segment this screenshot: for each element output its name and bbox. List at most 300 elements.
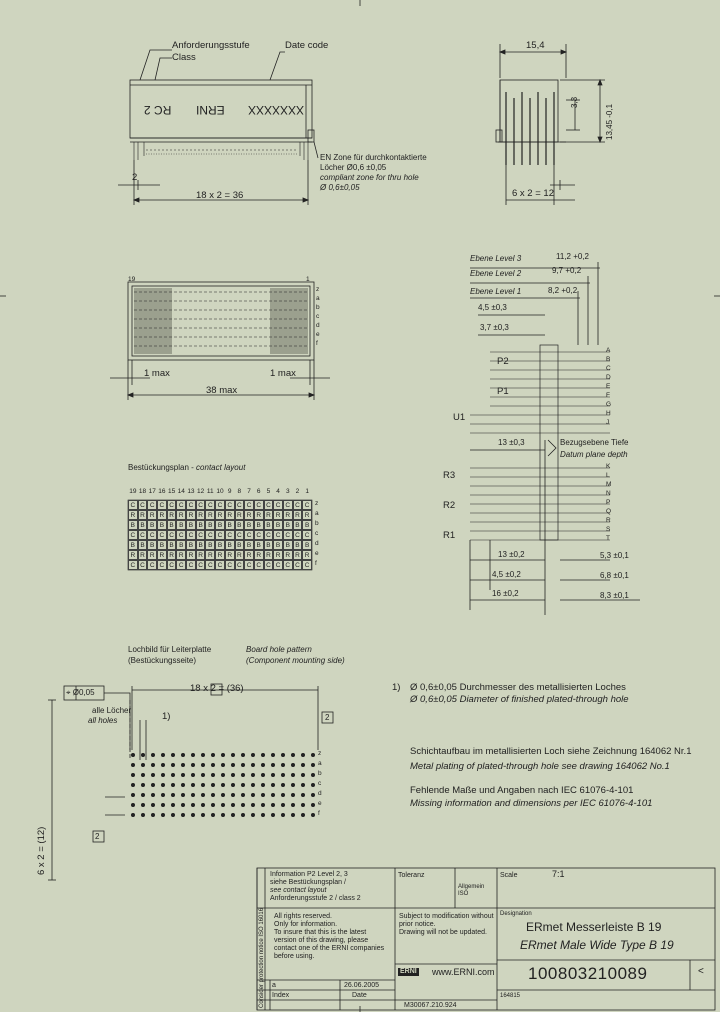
en-zone-2: Löcher Ø0,6 ±0,05 — [320, 163, 387, 172]
hole-dot — [261, 813, 265, 817]
plan-row-z: z — [316, 286, 320, 293]
layout-cell: R — [273, 510, 283, 520]
tb-part-number: 100803210089 — [528, 964, 648, 983]
hole-dot — [261, 753, 265, 757]
callout-class-de: Anforderungsstufe — [172, 40, 250, 51]
hole-dot — [191, 753, 195, 757]
hole-dot — [151, 813, 155, 817]
hole-dot — [231, 783, 235, 787]
level-r3: R3 — [443, 470, 456, 481]
note-1-en: Ø 0,6±0,05 Diameter of finished plated-through hole — [410, 694, 629, 705]
hole-dot — [161, 813, 165, 817]
hole-dot — [171, 783, 175, 787]
hole-dot — [301, 783, 305, 787]
layout-col-15: 15 — [167, 488, 176, 495]
layout-cell: B — [147, 520, 157, 530]
layout-cell: B — [215, 540, 225, 550]
layout-cell: B — [205, 520, 215, 530]
body-text-rc: RC 2 — [144, 103, 172, 117]
plan-row-f: f — [316, 340, 318, 347]
hole-dot — [211, 813, 215, 817]
layout-cell: R — [215, 550, 225, 560]
layout-cell: R — [244, 550, 254, 560]
level-dim-16: 16 ±0,2 — [492, 589, 519, 598]
level-dim-68: 6,8 ±0,1 — [600, 571, 629, 580]
layout-cell: C — [196, 500, 206, 510]
tb-info-2: siehe Bestückungsplan / — [270, 879, 346, 886]
plan-dim-right: 1 max — [270, 368, 296, 379]
hole-dot — [181, 803, 185, 807]
tb-rev-index: Index — [272, 992, 290, 999]
level-letter-t: T — [606, 535, 610, 542]
all-holes-en: all holes — [88, 716, 118, 725]
layout-cell: B — [138, 520, 148, 530]
tb-info-4: Anforderungsstufe 2 / class 2 — [270, 895, 361, 902]
hole-dot — [281, 773, 285, 777]
hole-ref-2: 2 — [325, 713, 330, 722]
note-3-en: Missing information and dimensions per IEC 61076-4-101 — [410, 798, 653, 809]
layout-cell: R — [196, 510, 206, 520]
tb-tolerance-label: Toleranz — [398, 872, 425, 879]
layout-cell: B — [138, 540, 148, 550]
tb-designation-label: Designation — [500, 911, 532, 917]
hole-dot — [211, 803, 215, 807]
layout-cell: C — [138, 560, 148, 570]
hole-dot — [221, 813, 225, 817]
layout-cell: C — [283, 560, 293, 570]
layout-cell: R — [128, 510, 138, 520]
hole-dot — [161, 773, 165, 777]
hole-dot — [151, 793, 155, 797]
hole-dot — [161, 753, 165, 757]
tb-title-en: ERmet Male Wide Type B 19 — [520, 938, 674, 952]
hole-dot — [291, 753, 295, 757]
hole-dot — [181, 793, 185, 797]
top-dim-length: 18 x 2 = 36 — [196, 190, 244, 201]
level-dim-13b: 13 ±0,2 — [498, 550, 525, 559]
hole-dot — [251, 793, 255, 797]
layout-cell: R — [264, 550, 274, 560]
erni-logo: ERNI — [400, 968, 417, 975]
layout-cell: B — [273, 520, 283, 530]
layout-col-3: 3 — [285, 488, 290, 495]
hole-dot — [281, 763, 285, 767]
layout-cell: B — [244, 540, 254, 550]
layout-title-de: Bestückungsplan — [128, 463, 189, 472]
ref-plane-en: Datum plane depth — [560, 450, 628, 459]
layout-cell: C — [157, 500, 167, 510]
layout-cell: R — [244, 510, 254, 520]
layout-cell: R — [273, 550, 283, 560]
hole-dot — [151, 763, 155, 767]
hole-dot — [131, 793, 135, 797]
plan-label-19: 19 — [128, 276, 136, 283]
hole-dot — [181, 813, 185, 817]
tb-info-3: see contact layout — [270, 887, 327, 894]
en-zone-1: EN Zone für durchkontaktierte — [320, 153, 427, 162]
layout-cell: C — [293, 560, 303, 570]
hole-dot — [181, 773, 185, 777]
level-dim-13: 13 ±0,3 — [498, 438, 525, 447]
layout-cell: B — [176, 520, 186, 530]
layout-cell: R — [176, 510, 186, 520]
layout-col-7: 7 — [247, 488, 251, 495]
layout-cell: R — [147, 510, 157, 520]
layout-cell: R — [235, 510, 245, 520]
layout-cell: C — [244, 530, 254, 540]
layout-cell: B — [128, 520, 138, 530]
layout-cell: C — [167, 500, 177, 510]
layout-cell: B — [128, 540, 138, 550]
tb-sheet-hint: < — [698, 966, 704, 977]
hole-dot — [151, 803, 155, 807]
hole-dot — [201, 813, 205, 817]
hole-dot — [141, 783, 145, 787]
hole-dot — [251, 803, 255, 807]
hole-dot — [201, 763, 205, 767]
hole-dot — [241, 773, 245, 777]
level-2-label: Ebene Level 2 — [470, 269, 522, 278]
hole-dot — [241, 763, 245, 767]
layout-cell: B — [264, 520, 274, 530]
layout-cell: C — [273, 500, 283, 510]
layout-cell: C — [205, 560, 215, 570]
layout-cell: R — [196, 550, 206, 560]
plan-row-c: c — [316, 313, 320, 320]
level-letters-bottom — [606, 463, 611, 544]
level-r2: R2 — [443, 500, 456, 511]
level-letter-h: H — [606, 410, 611, 417]
layout-cell: B — [254, 520, 264, 530]
layout-row-labels — [315, 500, 319, 570]
hole-dot — [221, 763, 225, 767]
layout-cell: R — [167, 550, 177, 560]
side-dim-h2: 13,45 -0,1 — [605, 103, 614, 140]
hole-dot — [261, 763, 265, 767]
layout-cell: C — [128, 560, 138, 570]
hole-dot — [271, 803, 275, 807]
layout-cell: C — [128, 530, 138, 540]
hole-dot — [311, 783, 315, 787]
layout-cell: B — [264, 540, 274, 550]
layout-cell: C — [176, 530, 186, 540]
level-dim-45b: 4,5 ±0,2 — [492, 570, 521, 579]
hole-dot — [141, 803, 145, 807]
hole-dot — [151, 753, 155, 757]
layout-title: Bestückungsplan - contact layout — [128, 463, 246, 472]
layout-cell: C — [186, 500, 196, 510]
layout-cell: R — [205, 550, 215, 560]
layout-cell: B — [157, 540, 167, 550]
layout-cell: C — [273, 530, 283, 540]
top-dim-pitch: 2 — [132, 172, 138, 183]
layout-cell: R — [225, 510, 235, 520]
layout-cell: B — [167, 540, 177, 550]
hole-dot — [291, 793, 295, 797]
layout-cell: C — [264, 500, 274, 510]
layout-cell: R — [235, 550, 245, 560]
hole-dot — [171, 763, 175, 767]
hole-dot — [201, 773, 205, 777]
layout-cell: C — [254, 530, 264, 540]
level-p1: P1 — [497, 386, 509, 397]
hole-dot — [221, 783, 225, 787]
hole-dot — [281, 793, 285, 797]
plan-row-d: d — [316, 322, 320, 329]
hole-dot — [211, 763, 215, 767]
hole-dot — [241, 793, 245, 797]
layout-col-6: 6 — [256, 488, 261, 495]
note-1-de: Ø 0,6±0,05 Durchmesser des metallisierten Loches — [410, 682, 626, 693]
hole-dot — [281, 803, 285, 807]
hole-dot — [291, 783, 295, 787]
level-letter-e: E — [606, 383, 611, 390]
layout-cell: C — [215, 500, 225, 510]
hole-dot — [131, 763, 135, 767]
hole-dot — [261, 783, 265, 787]
hole-dot — [141, 763, 145, 767]
tb-date-label: Date — [352, 992, 367, 999]
hole-dot — [191, 803, 195, 807]
layout-cell: R — [302, 510, 312, 520]
layout-cell: B — [293, 520, 303, 530]
hole-dot — [211, 773, 215, 777]
hole-dot — [191, 793, 195, 797]
layout-cell: R — [176, 550, 186, 560]
layout-cell: C — [254, 500, 264, 510]
layout-cell: B — [196, 540, 206, 550]
layout-col-13: 13 — [187, 488, 195, 495]
layout-cell: B — [302, 520, 312, 530]
hole-dot — [301, 793, 305, 797]
hole-dot — [131, 803, 135, 807]
layout-cell: B — [157, 520, 167, 530]
hole-dot — [271, 773, 275, 777]
hole-dot — [211, 753, 215, 757]
layout-col-1: 1 — [305, 488, 309, 495]
tb-subject: Subject to modification without prior notice. Drawing will not be updated. — [399, 913, 494, 936]
layout-row-d: d — [315, 540, 319, 547]
hole-title-de-2: (Bestückungsseite) — [128, 656, 197, 665]
tb-scale-label: Scale — [500, 872, 518, 879]
layout-col-11: 11 — [206, 488, 214, 495]
layout-col-4: 4 — [276, 488, 280, 495]
layout-cell: C — [167, 560, 177, 570]
level-r1: R1 — [443, 530, 456, 541]
plan-row-labels — [316, 286, 320, 349]
layout-cell: B — [186, 540, 196, 550]
layout-cell: C — [147, 500, 157, 510]
layout-col-17: 17 — [148, 488, 156, 495]
level-letter-d: D — [606, 374, 611, 381]
layout-row-c: c — [315, 530, 319, 537]
hole-dot — [191, 813, 195, 817]
tb-dwg-no: M30067.210.924 — [404, 1002, 457, 1009]
hole-dot — [301, 773, 305, 777]
hole-dot — [271, 753, 275, 757]
hole-dot — [281, 783, 285, 787]
layout-cell: C — [186, 530, 196, 540]
layout-cell: B — [283, 520, 293, 530]
level-letter-c: C — [606, 365, 611, 372]
hole-dim-vert: 6 x 2 = (12) — [36, 826, 47, 875]
layout-cell: C — [225, 560, 235, 570]
side-view-connector — [496, 44, 605, 205]
tb-scale: 7:1 — [552, 869, 565, 879]
layout-cell: C — [196, 530, 206, 540]
layout-cell: R — [254, 550, 264, 560]
layout-cell: B — [235, 520, 245, 530]
hole-dot — [171, 773, 175, 777]
layout-cell: C — [273, 560, 283, 570]
hole-dot — [311, 803, 315, 807]
level-dim-37: 3,7 ±0,3 — [480, 323, 509, 332]
layout-col-14: 14 — [177, 488, 185, 495]
hole-dot — [311, 773, 315, 777]
tb-title-de: ERmet Messerleiste B 19 — [526, 920, 662, 934]
hole-dot — [191, 763, 195, 767]
plan-dim-total: 38 max — [206, 385, 238, 396]
hole-dot — [161, 763, 165, 767]
hole-grid — [128, 750, 318, 820]
hole-dot — [311, 793, 315, 797]
plan-view-connector — [110, 282, 330, 400]
layout-cell: C — [283, 530, 293, 540]
tb-date-a: 26.06.2005 — [344, 982, 380, 989]
hole-dot — [221, 773, 225, 777]
level-3-label: Ebene Level 3 — [470, 254, 522, 263]
body-text-date: XXXXXXX — [248, 103, 305, 117]
level-letter-b: B — [606, 356, 611, 363]
level-letter-a: A — [606, 347, 611, 354]
hole-dot — [231, 753, 235, 757]
hole-dot — [181, 783, 185, 787]
layout-cell: R — [293, 510, 303, 520]
hole-dot — [311, 763, 315, 767]
hole-dot — [281, 753, 285, 757]
layout-cell: C — [157, 530, 167, 540]
hole-dot — [291, 813, 295, 817]
layout-cell: C — [215, 530, 225, 540]
level-3-dim: 11,2 +0,2 — [556, 252, 589, 261]
level-letter-m: M — [606, 481, 612, 488]
body-text-ern: ERNI — [196, 103, 225, 117]
hole-dot — [221, 793, 225, 797]
layout-cell: B — [186, 520, 196, 530]
layout-cell: C — [128, 500, 138, 510]
hole-dot — [181, 753, 185, 757]
level-dim-45: 4,5 ±0,3 — [478, 303, 507, 312]
layout-col-2: 2 — [295, 488, 300, 495]
note-3-de: Fehlende Maße und Angaben nach IEC 61076-4-101 — [410, 785, 634, 796]
hole-dot — [161, 783, 165, 787]
layout-cell: R — [157, 510, 167, 520]
hole-dot — [171, 793, 175, 797]
level-letter-k: K — [606, 463, 611, 470]
layout-cell: R — [225, 550, 235, 560]
hole-dot — [141, 773, 145, 777]
hole-dot — [231, 813, 235, 817]
layout-cell: C — [167, 530, 177, 540]
plan-row-a: a — [316, 295, 320, 302]
hole-dot — [221, 753, 225, 757]
hole-dot — [291, 763, 295, 767]
plan-label-1: 1 — [306, 276, 310, 283]
hole-row-b: b — [318, 770, 322, 777]
layout-row-f: f — [315, 560, 317, 567]
plan-row-e: e — [316, 331, 320, 338]
layout-cell: B — [147, 540, 157, 550]
layout-cell: C — [176, 500, 186, 510]
level-letter-q: Q — [606, 508, 612, 515]
tb-rights: All rights reserved. Only for information. To insure that this is the latest version of this drawing, please contact one of the ERNI companies before using. — [274, 913, 385, 960]
layout-col-16: 16 — [158, 488, 166, 495]
hole-row-f: f — [318, 810, 320, 817]
hole-dot — [201, 803, 205, 807]
layout-cell: C — [147, 560, 157, 570]
layout-cell: C — [147, 530, 157, 540]
level-dim-53: 5,3 ±0,1 — [600, 551, 629, 560]
en-zone-4: Ø 0,6±0,05 — [320, 183, 360, 192]
level-letter-n: N — [606, 490, 611, 497]
hole-title-en-1: Board hole pattern — [246, 645, 312, 654]
callout-class-en: Class — [172, 52, 196, 63]
layout-cell: C — [215, 560, 225, 570]
hole-dot — [201, 753, 205, 757]
level-2-dim: 9,7 +0,2 — [552, 266, 582, 275]
hole-dot — [241, 803, 245, 807]
hole-dot — [291, 803, 295, 807]
level-letter-r: R — [606, 517, 611, 524]
ref-plane-de: Bezugsebene Tiefe — [560, 438, 629, 447]
hole-dot — [151, 773, 155, 777]
level-letter-g: G — [606, 401, 612, 408]
hole-dot — [251, 773, 255, 777]
hole-dot — [271, 793, 275, 797]
hole-row-labels — [318, 750, 322, 820]
layout-cell: C — [254, 560, 264, 570]
layout-cell: C — [196, 560, 206, 570]
layout-cell: C — [235, 530, 245, 540]
layout-cell: B — [244, 520, 254, 530]
level-letter-s: S — [606, 526, 611, 533]
layout-cell: B — [293, 540, 303, 550]
tb-info-1: Information P2 Level 2, 3 — [270, 871, 348, 878]
hole-dot — [251, 763, 255, 767]
layout-cell: R — [147, 550, 157, 560]
level-letter-l: L — [606, 472, 610, 479]
layout-col-5: 5 — [266, 488, 271, 495]
tb-format: 164815 — [500, 993, 521, 999]
hole-dot — [251, 813, 255, 817]
hole-row-c: c — [318, 780, 322, 787]
side-dim-pitch: 6 x 2 = 12 — [512, 188, 554, 199]
layout-cell: C — [138, 500, 148, 510]
hole-dim-1: 1) — [162, 711, 171, 722]
tb-url: www.ERNI.com — [432, 967, 495, 977]
hole-dot — [191, 783, 195, 787]
layout-cell: R — [205, 510, 215, 520]
layout-cell: R — [283, 550, 293, 560]
layout-cell: C — [264, 530, 274, 540]
note-1-num: 1) — [392, 682, 401, 693]
level-letters-top — [606, 347, 611, 428]
hole-dot — [171, 803, 175, 807]
hole-dot — [241, 783, 245, 787]
layout-cell: R — [302, 550, 312, 560]
level-letter-j: J — [606, 419, 610, 426]
hole-dot — [201, 793, 205, 797]
